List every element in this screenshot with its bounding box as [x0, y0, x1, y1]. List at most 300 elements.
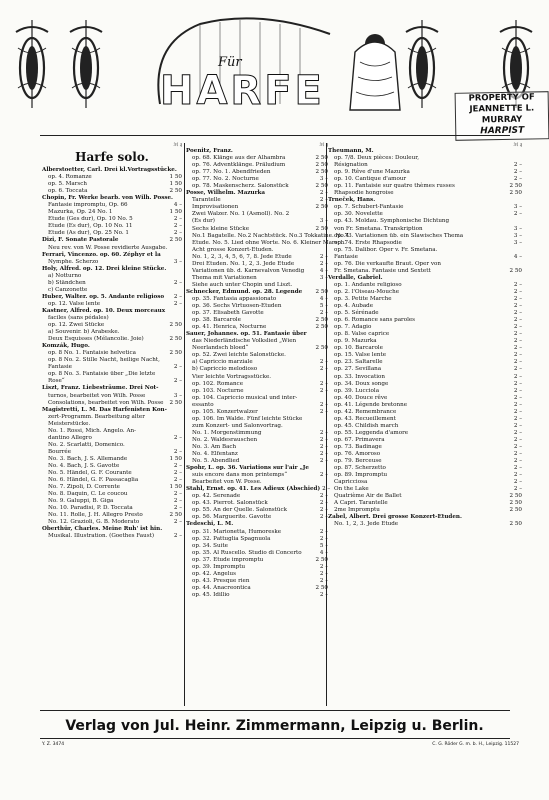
work-title: Etude. No. 5. Lied ohne Worte. No. 6. Kleiner Marsch.: [192, 239, 346, 246]
price: [180, 315, 182, 322]
work-title: op. 5. Marsch: [48, 181, 87, 188]
price-header: ℳ ₰: [173, 143, 182, 148]
price: 2 –: [513, 345, 522, 352]
catalog-entry: [328, 324, 522, 331]
price: 2 –: [319, 472, 328, 479]
composer-entry: [42, 294, 182, 301]
lyre-ornament-icon: [68, 18, 104, 110]
work-title: op. 105. Konzertwalzer: [192, 408, 258, 415]
catalog-entry: [186, 239, 346, 247]
catalog-entry: [42, 393, 182, 400]
catalog-entry: [186, 444, 328, 451]
work-title: op. 1. Andante religioso: [334, 281, 402, 288]
price: 2 –: [173, 477, 182, 484]
work-title: suis encore dans mon printemps“: [192, 472, 288, 479]
catalog-entry: [186, 268, 328, 275]
work-title: Tarantelle: [192, 197, 221, 204]
catalog-entry: [186, 564, 328, 571]
catalog-entry: [328, 317, 522, 324]
owner-stamp: [455, 91, 549, 141]
price: 2 –: [513, 310, 522, 317]
catalog-entry: [186, 571, 328, 578]
work-title: A Capri. Tarantelle: [334, 500, 388, 507]
catalog-entry: [328, 451, 522, 458]
work-title: Siehe auch unter Chopin und Liszt.: [192, 281, 293, 288]
price: 2 –: [319, 500, 328, 507]
price: 2 50: [315, 317, 328, 324]
price: 2 –: [513, 394, 522, 401]
work-title: op. 76. Adventklänge. Präludium: [192, 162, 286, 169]
catalog-entry: [42, 491, 182, 498]
work-title: No. 3. Bach, J. S. Allemande: [48, 455, 128, 462]
price: 3 –: [173, 392, 182, 399]
catalog-entry: [328, 338, 522, 345]
work-title: No. 11. Rolle, J. H. Allegro Presto: [48, 512, 143, 519]
catalog-entry: [328, 233, 522, 240]
work-title: op. 4. Romanze: [48, 174, 92, 181]
price: 2 –: [319, 570, 328, 577]
price: 2 –: [319, 436, 328, 443]
work-title: Rhapsodie hongroise: [334, 190, 394, 197]
composer-name: Schnecker, Edmund. op. 28. Legende: [186, 288, 303, 295]
price: 2 50: [509, 493, 522, 500]
catalog-entry: [328, 374, 522, 381]
work-title: faciles (sans pédales): [48, 314, 109, 321]
price: 2 –: [513, 295, 522, 302]
work-title: essanto: [192, 401, 214, 408]
catalog-entry: [42, 287, 182, 294]
section-heading: Harfe solo.: [75, 150, 149, 164]
work-title: Etude (Ges dur), Op. 10 No. 5: [48, 216, 133, 223]
price: 2 –: [173, 230, 182, 237]
catalog-entry: [42, 273, 182, 280]
catalog-entry: [328, 345, 522, 352]
work-title: No. 2. Scarlatti, Domenico.: [48, 441, 125, 448]
price: 1 50: [169, 209, 182, 216]
price: 2 –: [513, 401, 522, 408]
work-title: No. 1. Rossi, Mich. Angelo. An-: [48, 427, 136, 434]
composer-name: Tedeschi, L. M.: [186, 521, 234, 528]
composer-entry: [42, 252, 182, 259]
price: 2 50: [169, 350, 182, 357]
catalog-entry: [42, 456, 182, 463]
price: 2 50: [169, 237, 182, 244]
composer-name: Dizi, F. Sonate Pastorale: [42, 237, 119, 244]
price: 2 –: [513, 359, 522, 366]
composer-entry: [42, 308, 182, 315]
work-title: turnos, bearbeitet von Wilh. Posse: [48, 392, 146, 399]
composer-entry: [42, 266, 182, 273]
work-title: Fantasie: [48, 364, 72, 371]
work-title: No. 7. Zipoli, D. Corrente: [48, 484, 120, 491]
work-title: op. 6. Romance sans paroles: [334, 317, 416, 324]
work-title: c) Canzonette: [48, 286, 88, 293]
composer-entry: [42, 167, 182, 174]
catalog-entry: [42, 463, 182, 470]
catalog-entry: [42, 301, 182, 308]
work-title: op. 41. Henrica, Nocturne: [192, 324, 267, 331]
work-title: No. 9. Galuppi, B. Giga: [48, 498, 114, 505]
composer-name: Kastner, Alfred. op. 10. Deux morceaux: [42, 307, 166, 314]
price: 1 50: [169, 455, 182, 462]
price: 3 –: [319, 176, 328, 183]
catalog-entry: [42, 484, 182, 491]
catalog-entry: [186, 261, 328, 268]
price: 5 –: [319, 542, 328, 549]
composer-entry: [186, 289, 328, 296]
price: 2 –: [513, 465, 522, 472]
work-title: op. 8 No. 1. Fantaisie helvetica: [48, 350, 136, 357]
price: 2 –: [319, 366, 328, 373]
work-title: op. 45. Idillio: [192, 591, 230, 598]
price: 2 –: [513, 338, 522, 345]
composer-name: Liszt, Franz. Liebesträume. Drei Not-: [42, 385, 159, 392]
catalog-entry: [42, 315, 182, 322]
work-title: No. 4. Bach, J. S. Gavotte: [48, 462, 120, 469]
catalog-entry: [42, 470, 182, 477]
composer-entry: [42, 407, 182, 414]
work-title: op. 41. Légende bretonne: [334, 401, 408, 408]
work-title: Neu rev. von W. Posse revidierte Ausgabe.: [48, 244, 168, 251]
price: 2 –: [173, 505, 182, 512]
price: 3 –: [173, 258, 182, 265]
work-title: No. 1. Morgenstimmung: [192, 429, 262, 436]
price: 2 50: [509, 183, 522, 190]
price: 4 –: [319, 267, 328, 274]
catalog-entry: [328, 204, 522, 211]
catalog-entry: [42, 245, 182, 252]
work-title: op. 73. Badinage: [334, 443, 382, 450]
work-title: Bourrée: [48, 448, 72, 455]
work-title: op. 106. Im Walde. Fünf leichte Stücke: [192, 415, 303, 422]
price: 2 –: [319, 577, 328, 584]
catalog-entry: [328, 359, 522, 366]
work-title: op. 11. Fantaisie sur quatre thèmes russes: [334, 183, 455, 190]
divider: [40, 710, 510, 711]
catalog-entry: [42, 477, 182, 484]
price: 2 –: [513, 380, 522, 387]
catalog-entry: [328, 507, 522, 514]
price-header: ℳ ₰: [319, 143, 328, 148]
price: 2 –: [173, 378, 182, 385]
price: 4 –: [513, 253, 522, 260]
catalog-entry: [42, 188, 182, 195]
price: 2 –: [319, 190, 328, 197]
catalog-entry: [186, 402, 328, 409]
catalog-entry: [328, 169, 522, 176]
stamp-line: JEANNETTE L. MURRAY: [469, 103, 535, 126]
work-title: No. 6. Händel, G. F. Passacaglia: [48, 477, 139, 484]
work-title: op. 78. Maskenscherz. Salonstück: [192, 183, 289, 190]
price: 2 50: [315, 324, 328, 331]
work-title: dantino Allegro: [48, 434, 92, 441]
composer-entry: [42, 343, 182, 350]
price: 2 –: [513, 352, 522, 359]
composer-name: Posse, Wilhelm. Mazurka: [186, 190, 266, 197]
work-title: op. 79. Berceuse: [334, 458, 382, 465]
price: 2 50: [315, 556, 328, 563]
work-title: op. 68. Klänge aus der Alhambra: [192, 155, 286, 162]
price: 2 –: [319, 197, 328, 204]
work-title: a) Souvenir. b) Arabeske.: [48, 329, 120, 336]
price: 2 –: [319, 429, 328, 436]
catalog-entry: [186, 585, 328, 592]
catalog-entry: [42, 498, 182, 505]
work-title: op. 87. Scherzetto: [334, 465, 386, 472]
composer-entry: [186, 190, 328, 197]
price: 2 –: [173, 519, 182, 526]
catalog-entry: [186, 536, 328, 543]
catalog-entry: [186, 409, 328, 416]
catalog-entry: [328, 247, 522, 254]
work-title: Thema mit Variationen: [192, 274, 257, 281]
price: 3 –: [513, 204, 522, 211]
price: 2 50: [315, 204, 328, 211]
work-title: Acht grosse Konzert-Etuden.: [192, 246, 274, 253]
price: 2 50: [509, 500, 522, 507]
catalog-entry: [42, 414, 182, 421]
work-title: op. 12. Valse lente: [48, 300, 101, 307]
catalog-entry: [186, 183, 328, 190]
title-small: Für: [218, 55, 242, 70]
work-title: op. 40. Douce rêve: [334, 394, 388, 401]
work-title: op. 36. Sechs Virtuosen-Etuden: [192, 303, 282, 310]
work-title: op. 2. l'Oiseau-Mouche: [334, 288, 400, 295]
catalog-entry: [328, 218, 522, 225]
work-title: b) Ständchen: [48, 279, 86, 286]
price: 2 –: [513, 472, 522, 479]
work-title: op. 37. Etude impromptu: [192, 556, 264, 563]
catalog-entry: [328, 254, 522, 261]
catalog-entry: [328, 437, 522, 444]
price: 3 –: [319, 218, 328, 225]
catalog-entry: [186, 529, 328, 536]
work-title: On the Lake: [334, 486, 369, 493]
catalog-entry: [328, 465, 522, 472]
catalog-entry: [42, 512, 182, 519]
work-title: op. 45. Childish march: [334, 422, 399, 429]
work-title: op. 37. Elisabeth Gavotte: [192, 310, 264, 317]
composer-entry: [186, 486, 331, 493]
catalog-entry: [328, 261, 522, 268]
price: 2 –: [513, 436, 522, 443]
catalog-entry: [328, 444, 522, 451]
catalog-entry: [42, 364, 182, 371]
price: 1 50: [169, 174, 182, 181]
price: 2 50: [509, 267, 522, 274]
catalog-entry: [186, 345, 328, 352]
work-title: No. 1, 2, 3, 4, 5, 6, 7, 8. Jede Etude: [192, 253, 292, 260]
price: 2 50: [315, 225, 328, 232]
price: 2 50: [315, 584, 328, 591]
price: 2 –: [319, 253, 328, 260]
work-title: op. 4. Aubade: [334, 303, 374, 310]
catalog-entry: [186, 303, 328, 310]
catalog-entry: [186, 472, 328, 479]
catalog-entry: [328, 331, 522, 338]
catalog-entry: [186, 254, 328, 261]
price: 2 –: [513, 303, 522, 310]
catalog-entry: [328, 500, 522, 507]
catalog-entry: [186, 155, 328, 162]
catalog-entry: [186, 366, 328, 373]
composer-name: Verdalle, Gabriel.: [328, 274, 383, 281]
catalog-entry: [186, 592, 328, 599]
catalog-entry: [328, 388, 522, 395]
catalog-entry: [328, 226, 522, 233]
catalog-entry: [186, 500, 328, 507]
catalog-entry: [42, 259, 182, 266]
composer-name: Ferrari, Vincenzo. op. 60. Zéphyr et la: [42, 251, 161, 258]
price: 2 –: [513, 429, 522, 436]
catalog-entry: [186, 381, 328, 388]
work-title: op. 3. Petite Marche: [334, 295, 392, 302]
plate-number: Y. Z. 3474: [42, 742, 65, 747]
work-title: No.1 Bagatelle. No.2 Nachtstück. No.3 Tokkatine. No.4: [192, 232, 349, 239]
stamp-line: PROPERTY OF: [468, 92, 535, 104]
price: 2 –: [319, 260, 328, 267]
composer-name: Zabel, Albert. Drei grosse Konzert-Etuden.: [328, 514, 462, 521]
price: 2 –: [319, 451, 328, 458]
price: 2 –: [173, 533, 182, 540]
work-title: Etude (As dur), Op. 25 No. 1: [48, 230, 129, 237]
catalog-entry: [328, 240, 522, 247]
price: 2 –: [513, 366, 522, 373]
catalog-entry: [42, 280, 182, 287]
work-title: Fantasie: [334, 253, 358, 260]
catalog-entry: [328, 366, 522, 373]
catalog-entry: [328, 282, 522, 289]
work-title: Musikal. Illustration. (Goethes Faust): [48, 533, 155, 540]
price: 1 50: [169, 484, 182, 491]
price: 2 50: [315, 288, 328, 295]
catalog-entry: [186, 578, 328, 585]
composer-name: Sauer, Johannes. op. 51. Fantasie über: [186, 331, 307, 338]
work-title: (Es dur): [192, 218, 215, 225]
composer-name: Oberthür, Charles. Meine Ruh' ist hin.: [42, 526, 163, 533]
price: 2 50: [169, 512, 182, 519]
price: 2 –: [513, 422, 522, 429]
work-title: op. 35. Fantasia appassionato: [192, 295, 277, 302]
price: 2 –: [319, 535, 328, 542]
price: 2 –: [319, 591, 328, 598]
work-title: No. 8. Daquin, C. Le coucou: [48, 491, 128, 498]
work-title: op. 77. No. 1. Abendfrieden: [192, 169, 271, 176]
catalog-entry: [42, 421, 182, 428]
woman-figure-illustration-icon: [340, 22, 410, 112]
catalog-entry: [186, 296, 328, 303]
price: 2 –: [173, 216, 182, 223]
catalog-entry: [328, 211, 522, 218]
work-title: a) Capriccio marziale: [192, 359, 253, 366]
work-title: Fr. Smetana. Fantasie und Sextett: [334, 267, 431, 274]
work-title: op. 43. Moldau. Symphonische Dichtung: [334, 218, 450, 225]
work-title: op. 33. Invocation: [334, 373, 385, 380]
price: 2 –: [319, 514, 328, 521]
composer-name: Holy, Alfred. op. 12. Drei kleine Stücke.: [42, 265, 167, 272]
work-title: op. 32. Pattuglia Spagnuola: [192, 535, 271, 542]
price: 2 –: [319, 493, 328, 500]
catalog-entry: [186, 451, 328, 458]
price: 2 –: [319, 387, 328, 394]
work-title: Neerlandsch bloed“: [192, 345, 249, 352]
work-title: op. 52. Zwei leichte Salonstücke.: [192, 352, 286, 359]
work-title: Mazurka, Op. 24 No. 1: [48, 209, 113, 216]
catalog-entry: [328, 472, 522, 479]
price: 2 –: [173, 498, 182, 505]
price: 2 –: [513, 288, 522, 295]
work-title: Variationen üb. d. Karnevalvon Venedig: [192, 267, 305, 274]
work-title: No. 1, 2, 3. Jede Etude: [334, 521, 399, 528]
catalog-entry: [186, 514, 328, 521]
catalog-entry: [186, 218, 328, 225]
catalog-entry: [186, 374, 328, 381]
composer-entry: [328, 275, 522, 282]
composer-entry: [42, 237, 182, 244]
composer-entry: [186, 331, 328, 338]
composer-entry: [328, 197, 522, 204]
catalog-entry: [186, 458, 328, 465]
composer-entry: [186, 148, 328, 155]
catalog-entry: [186, 169, 328, 176]
price: 2 50: [509, 190, 522, 197]
catalog-entry: [42, 435, 182, 442]
composer-name: Spohr, L. op. 36. Variations sur l'air „Je: [186, 465, 309, 472]
work-title: zum Konzert- und Salonvortrag.: [192, 422, 283, 429]
catalog-entry: [328, 409, 522, 416]
catalog-entry: [328, 402, 522, 409]
work-title: Vier leichte Vortragsstücke.: [192, 373, 272, 380]
catalog-entry: [186, 557, 328, 564]
work-title: op. 30. Novelette: [334, 211, 383, 218]
price: 2 –: [513, 281, 522, 288]
price: 2 –: [513, 169, 522, 176]
work-title: op. 6. Toccata: [48, 188, 88, 195]
composer-entry: [42, 195, 182, 202]
catalog-entry: [328, 423, 522, 430]
price: 4 –: [319, 295, 328, 302]
composer-entry: [42, 385, 182, 392]
catalog-entry: [328, 268, 522, 275]
catalog-entry: [42, 428, 182, 435]
catalog-entry: [186, 232, 349, 240]
price: 1 50: [169, 181, 182, 188]
price: 3 –: [319, 274, 328, 281]
work-title: op. 9. Mazurka: [334, 338, 377, 345]
price: 2 50: [315, 155, 328, 162]
work-title: Capricciosa: [334, 479, 368, 486]
catalog-entry: [328, 479, 522, 486]
lyre-ornament-icon: [14, 18, 50, 110]
work-title: op. 42. Angelus: [192, 570, 236, 577]
composer-name: Trneček, Hans.: [328, 197, 376, 204]
divider: [40, 738, 510, 739]
price: 2 –: [173, 462, 182, 469]
work-title: op. 8. Valse caprice: [334, 331, 390, 338]
catalog-entry: [186, 176, 328, 183]
price: 4 –: [173, 202, 182, 209]
work-title: op. 12. Zwei Stücke: [48, 322, 105, 329]
work-title: op. 10. Barcarole: [334, 345, 383, 352]
work-title: op. 75. Dalibor. Oper v. Fr. Smetana.: [334, 246, 438, 253]
catalog-entry: [42, 533, 182, 540]
work-title: op. 73. Variationen üb. ein Slawisches Thema: [334, 232, 464, 239]
work-title: op. 56. Marguerite. Gavotte: [192, 514, 272, 521]
work-title: Meisterstücke.: [48, 420, 91, 427]
composer-name: Stahl, Ernst. op. 41. Les Adieux (Abschied): [186, 486, 321, 493]
work-title: No. 10. Paradisi, P. D. Toccata: [48, 505, 133, 512]
price: 2 –: [513, 324, 522, 331]
